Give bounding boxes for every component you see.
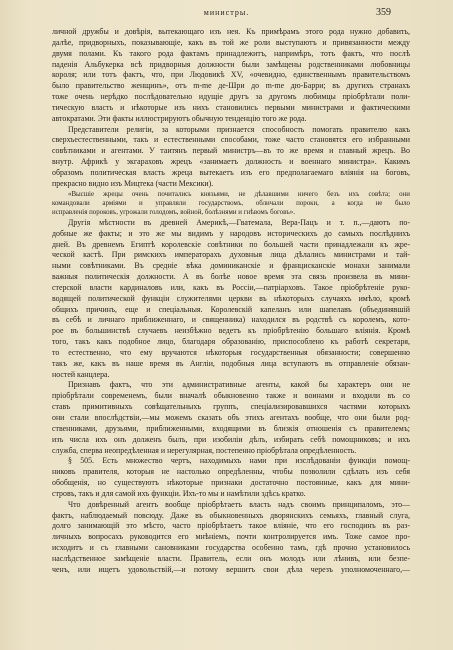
page-number: 359 bbox=[376, 7, 391, 18]
paragraph bbox=[52, 500, 410, 576]
text-line: они стали впослѣдствіи,—мы можемъ сказать объ этихъ агентахъ вообще, что они были род- bbox=[52, 413, 410, 423]
paragraph bbox=[52, 125, 410, 190]
text-line: ческой кастѣ. При римскихъ императорахъ духовныя лица дѣлались министрами и тай- bbox=[52, 250, 410, 260]
text-line: командовали арміями и управляли государствомъ, обличали пороки, а когда не было bbox=[52, 200, 410, 208]
paragraph bbox=[52, 27, 410, 125]
text-line: ностей канцлера. bbox=[52, 369, 110, 379]
paragraph bbox=[52, 218, 410, 381]
text-line: стровъ, такъ и для самой ихъ функціи. Ихъ-то мы и намѣтили здѣсь кратко. bbox=[52, 488, 306, 498]
text-line: паденія Альбукерка всѣ придворныя должности были замѣщены родственниками любовницы bbox=[52, 59, 410, 69]
text-line: короля; или тотъ фактъ, что, при Людовикѣ XV, «очевидно, единственнымъ правительствомъ bbox=[52, 70, 410, 80]
text-line: тоже очень нерѣдко послѣдовательно идущіе другъ за другомъ любимцы пріобрѣтали поли- bbox=[52, 92, 410, 102]
text-line: долго занимающій это мѣсто, часто пріобрѣтаетъ такое вліяніе, что его господинъ въ раз- bbox=[52, 521, 410, 531]
text-line: личной дружбы и довѣрія, вытекающаго изъ нея. Къ примѣрамъ этого рода нужно добавить, bbox=[52, 27, 410, 36]
text-line: Что довѣренный агентъ вообще пріобрѣтаетъ власть надъ своимъ принципаломъ, это— bbox=[68, 499, 410, 509]
text-line: § 505. Есть множество чертъ, находимыхъ нами при изслѣдованіи функціи помощ- bbox=[68, 456, 410, 466]
text-line: «Высшіе жрецы очень почитались князьями, не дѣлавшими ничего безъ ихъ совѣта; они bbox=[68, 190, 410, 198]
text-line: добные же факты; и это же мы видимъ у народовъ историческихъ до самыхъ послѣднихъ bbox=[52, 228, 410, 238]
text-line: тическую власть и нѣкоторые изъ нихъ становились первыми министрами и фактическими bbox=[52, 102, 410, 112]
text-line: Признавъ фактъ, что эти административные агенты, какой бы характеръ они не bbox=[68, 380, 410, 390]
text-line: того, такъ какъ подобное лицо, благодаря образованію, приспособлено къ работѣ секретаря, bbox=[52, 337, 410, 347]
text-line: было правительство женщинъ», отъ m-me де-Шри до m-me дю-Барри; въ другихъ странахъ bbox=[52, 81, 410, 91]
text-line: далѣе, придворныхъ, показывающіе, какъ въ той же роли выступаютъ и привязанности между bbox=[52, 37, 410, 47]
text-line: въ себѣ и личнаго приближеннаго, и священника) находился въ родствѣ съ королемъ, кото- bbox=[52, 315, 410, 325]
text-line: пріобрѣтали современемъ, были вначалѣ обыкновенно также и воинами и входили въ со bbox=[52, 391, 410, 401]
text-line: служба, сперва неопредѣленная и нерегулярная, постепенно пріобрѣтала опредѣленность. bbox=[52, 445, 357, 455]
text-line: изъ числа ихъ онъ долженъ былъ, при изобиліи дѣлъ, избирать себѣ помощниковъ; и ихъ bbox=[52, 434, 410, 444]
text-line: водящей политической функціи служителями церкви въ нѣкоторыхъ случаяхъ имѣло, кромѣ bbox=[52, 293, 410, 303]
text-line: двумя полами. Къ такого рода фактамъ принадлежитъ, напримѣръ, тотъ фактъ, что послѣ bbox=[52, 48, 410, 58]
quotation bbox=[52, 190, 410, 218]
text-line: ственниками, друзьями, приближенными, входящими въ близкія отношенія съ правителемъ; bbox=[52, 423, 410, 433]
text-line: Представители религіи, за которыми признается способность помогать правителю какъ bbox=[68, 124, 410, 134]
body-text bbox=[52, 27, 410, 576]
text-line: рое въ большинствѣ случаевъ неизбѣжно ведетъ къ пріобрѣтенію большаго вліянія. Кромѣ bbox=[52, 326, 410, 336]
text-line: прекрасно видно изъ Мицтека (части Мексики). bbox=[52, 178, 214, 188]
page-header bbox=[0, 8, 453, 22]
text-line: ставъ примитивныхъ совѣщательныхъ группъ, спеціализировавшихся частями которыхъ bbox=[52, 402, 410, 412]
text-line: такъ же, какъ въ наше время въ Англіи, подобныя лица вступаютъ въ отправленіе обязан- bbox=[52, 358, 410, 368]
text-line: ченъ, или ищетъ удовольствій,—и потому вершитъ свои дѣла черезъ уполномоченнаго,— bbox=[52, 564, 410, 574]
paragraph bbox=[52, 456, 410, 499]
running-title: министры. bbox=[203, 8, 250, 17]
text-line: автократами. Эти факты иллюстрируютъ обычную тенденцію того же рода. bbox=[52, 113, 307, 123]
text-line: важныя политическія должности. А въ болѣе новое время эта связь произвела въ мини- bbox=[52, 272, 410, 282]
text-line: фактъ, наблюдаемый повсюду. Даже въ обыкновенныхъ дворянскихъ семьяхъ, главный слуга, bbox=[52, 510, 410, 520]
text-line: то естественно, что ему вручаются нѣкоторыя государственныя обязанности; совершенно bbox=[52, 347, 410, 357]
text-line: никовъ правителя, которыя не настолько опредѣленны, чтобы позволили сдѣлать изъ себя bbox=[52, 467, 410, 477]
text-line: внутр. Африкѣ у экгараховъ жрецъ «занимаетъ должность и военнаго министра». Какимъ bbox=[52, 157, 410, 167]
text-line: образомъ политическая власть жреца вытекаетъ изъ его предполагаемаго вліянія на боговъ, bbox=[52, 167, 410, 177]
text-line: личныхъ вопросахъ руководится его мнѣніемъ, почти контролируется имъ. Тоже самое про- bbox=[52, 532, 410, 542]
text-line: исправленія пороковъ, угрожали голодомъ, войной, болѣзнями и гнѣвомъ боговъ». bbox=[52, 209, 295, 217]
text-line: стерской власти кардиналовъ или, какъ въ Россіи,—патріарховъ. Такое пріобрѣтеніе руко- bbox=[52, 282, 410, 292]
paragraph bbox=[52, 380, 410, 456]
text-line: дней. Въ древнемъ Египтѣ королевскіе совѣтники по большей части принадлежали къ жре- bbox=[52, 239, 410, 249]
text-line: совѣтниками и агентами. У таитянъ первый министръ—въ то же время и главный жрецъ. Во bbox=[52, 146, 410, 156]
text-line: сверхъестественными, такъ и естественными способами, тоже часто становятся его избранными bbox=[52, 135, 410, 145]
text-line: обобщенія, но существуютъ нѣкоторые признаки достаточно постоянные, какъ для мини- bbox=[52, 478, 410, 488]
text-line: общихъ причинъ, еще и спеціальныя. Королевскій капеланъ или шапелавъ (объединявшій bbox=[52, 304, 410, 314]
text-line: Другія мѣстности въ древней Америкѣ,—Гватемала, Вера-Пацъ и т. п.,—даютъ по- bbox=[68, 217, 410, 227]
text-line: ными совѣтниками. Въ средніе вѣка доминиканскіе и францисканскіе монахи занимали bbox=[52, 261, 410, 271]
text-line: наслѣдственное замѣщеніе власти. Правитель, если онъ молодъ или лѣнивъ, или безпе- bbox=[52, 553, 410, 563]
text-line: исходитъ и съ главными сановниками государства особенно тамъ, гдѣ прочно установилось bbox=[52, 543, 410, 553]
